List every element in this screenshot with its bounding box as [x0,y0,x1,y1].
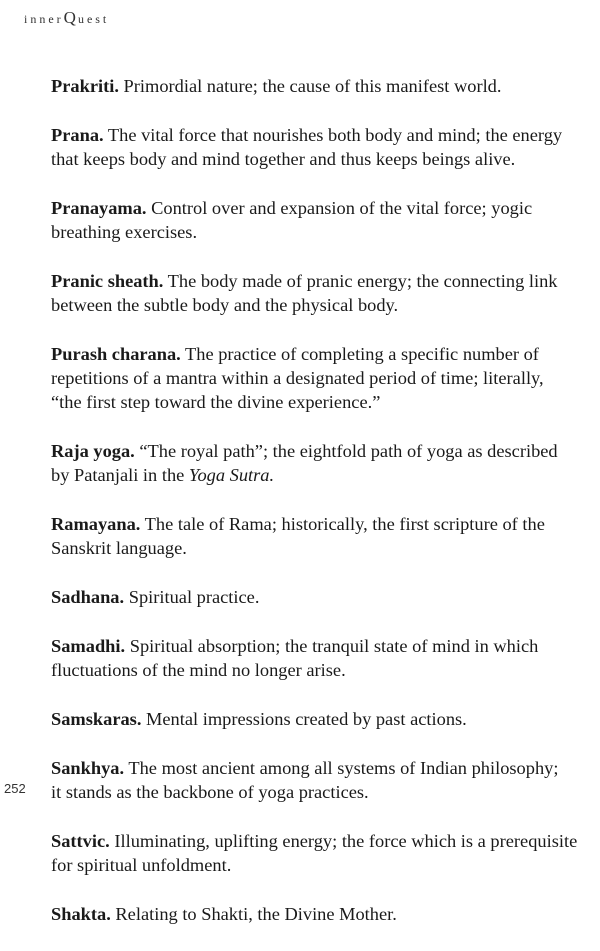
entry-definition: The tale of Rama; historically, the first scripture of the [144,514,545,534]
entry-line: repetitions of a mantra within a designated period of time; literally, [51,368,544,388]
glossary-entry [51,756,600,804]
glossary-entry [51,707,600,731]
entry-line: between the subtle body and the physical body. [51,295,399,315]
entry-definition: The practice of completing a specific number of [185,344,539,364]
book-title: Yoga Sutra. [188,465,275,485]
entry-line [51,512,600,536]
glossary-list [51,74,600,951]
running-header [24,8,109,28]
entry-term: Pranayama. [51,198,147,218]
entry-term: Raja yoga. [51,441,135,461]
entry-term: Sattvic. [51,831,110,851]
entry-definition: by Patanjali in the [51,465,185,485]
entry-line [51,74,600,98]
entry-line [51,756,600,780]
entry-term: Sadhana. [51,587,125,607]
entry-line: that keeps body and mind together and thus keeps beings alive. [51,149,516,169]
entry-line [51,342,600,366]
glossary-entry [51,269,600,317]
entry-definition: Spiritual practice. [128,587,260,607]
entry-line [51,269,600,293]
entry-line [51,829,600,853]
entry-line: for spiritual unfoldment. [51,855,232,875]
glossary-entry [51,342,600,414]
entry-definition: “The royal path”; the eightfold path of yoga as described [139,441,558,461]
entry-line: it stands as the backbone of yoga practices. [51,782,369,802]
header-suffix: uest [77,12,110,26]
entry-definition: Control over and expansion of the vital force; yogic [151,198,533,218]
glossary-entry [51,829,600,877]
entry-definition: The body made of pranic energy; the connecting link [167,271,558,291]
entry-line: breathing exercises. [51,222,198,242]
glossary-entry [51,634,600,682]
entry-definition: The vital force that nourishes both body and mind; the energy [107,125,563,145]
entry-term: Shakta. [51,904,111,924]
entry-line [51,123,600,147]
entry-line: “the first step toward the divine experience.” [51,392,381,412]
entry-term: Prana. [51,125,104,145]
entry-term: Prakriti. [51,76,119,96]
entry-definition: Mental impressions created by past actions. [146,709,467,729]
glossary-entry [51,902,600,926]
entry-line [51,196,600,220]
header-prefix: inner [24,12,64,26]
glossary-entry [51,439,600,487]
entry-line [51,585,600,609]
entry-line [51,707,600,731]
entry-term: Pranic sheath. [51,271,164,291]
glossary-entry [51,512,600,560]
entry-definition: The most ancient among all systems of Indian philosophy; [128,758,559,778]
entry-term: Samskaras. [51,709,142,729]
entry-line [51,439,600,463]
entry-definition: Relating to Shakti, the Divine Mother. [115,904,397,924]
entry-definition: Spiritual absorption; the tranquil state of mind in which [129,636,539,656]
glossary-entry [51,585,600,609]
entry-term: Purash charana. [51,344,181,364]
entry-term: Sankhya. [51,758,125,778]
entry-line: fluctuations of the mind no longer arise. [51,660,346,680]
header-q: Q [63,8,78,27]
glossary-entry [51,196,600,244]
entry-definition: Illuminating, uplifting energy; the force which is a prerequisite [114,831,578,851]
entry-term: Ramayana. [51,514,141,534]
entry-line [51,463,600,487]
glossary-entry [51,74,600,98]
entry-line: Sanskrit language. [51,538,187,558]
entry-line [51,902,600,926]
page-number: 252 [4,781,26,796]
glossary-entry [51,123,600,171]
entry-line [51,634,600,658]
entry-definition: Primordial nature; the cause of this manifest world. [123,76,502,96]
entry-term: Samadhi. [51,636,126,656]
